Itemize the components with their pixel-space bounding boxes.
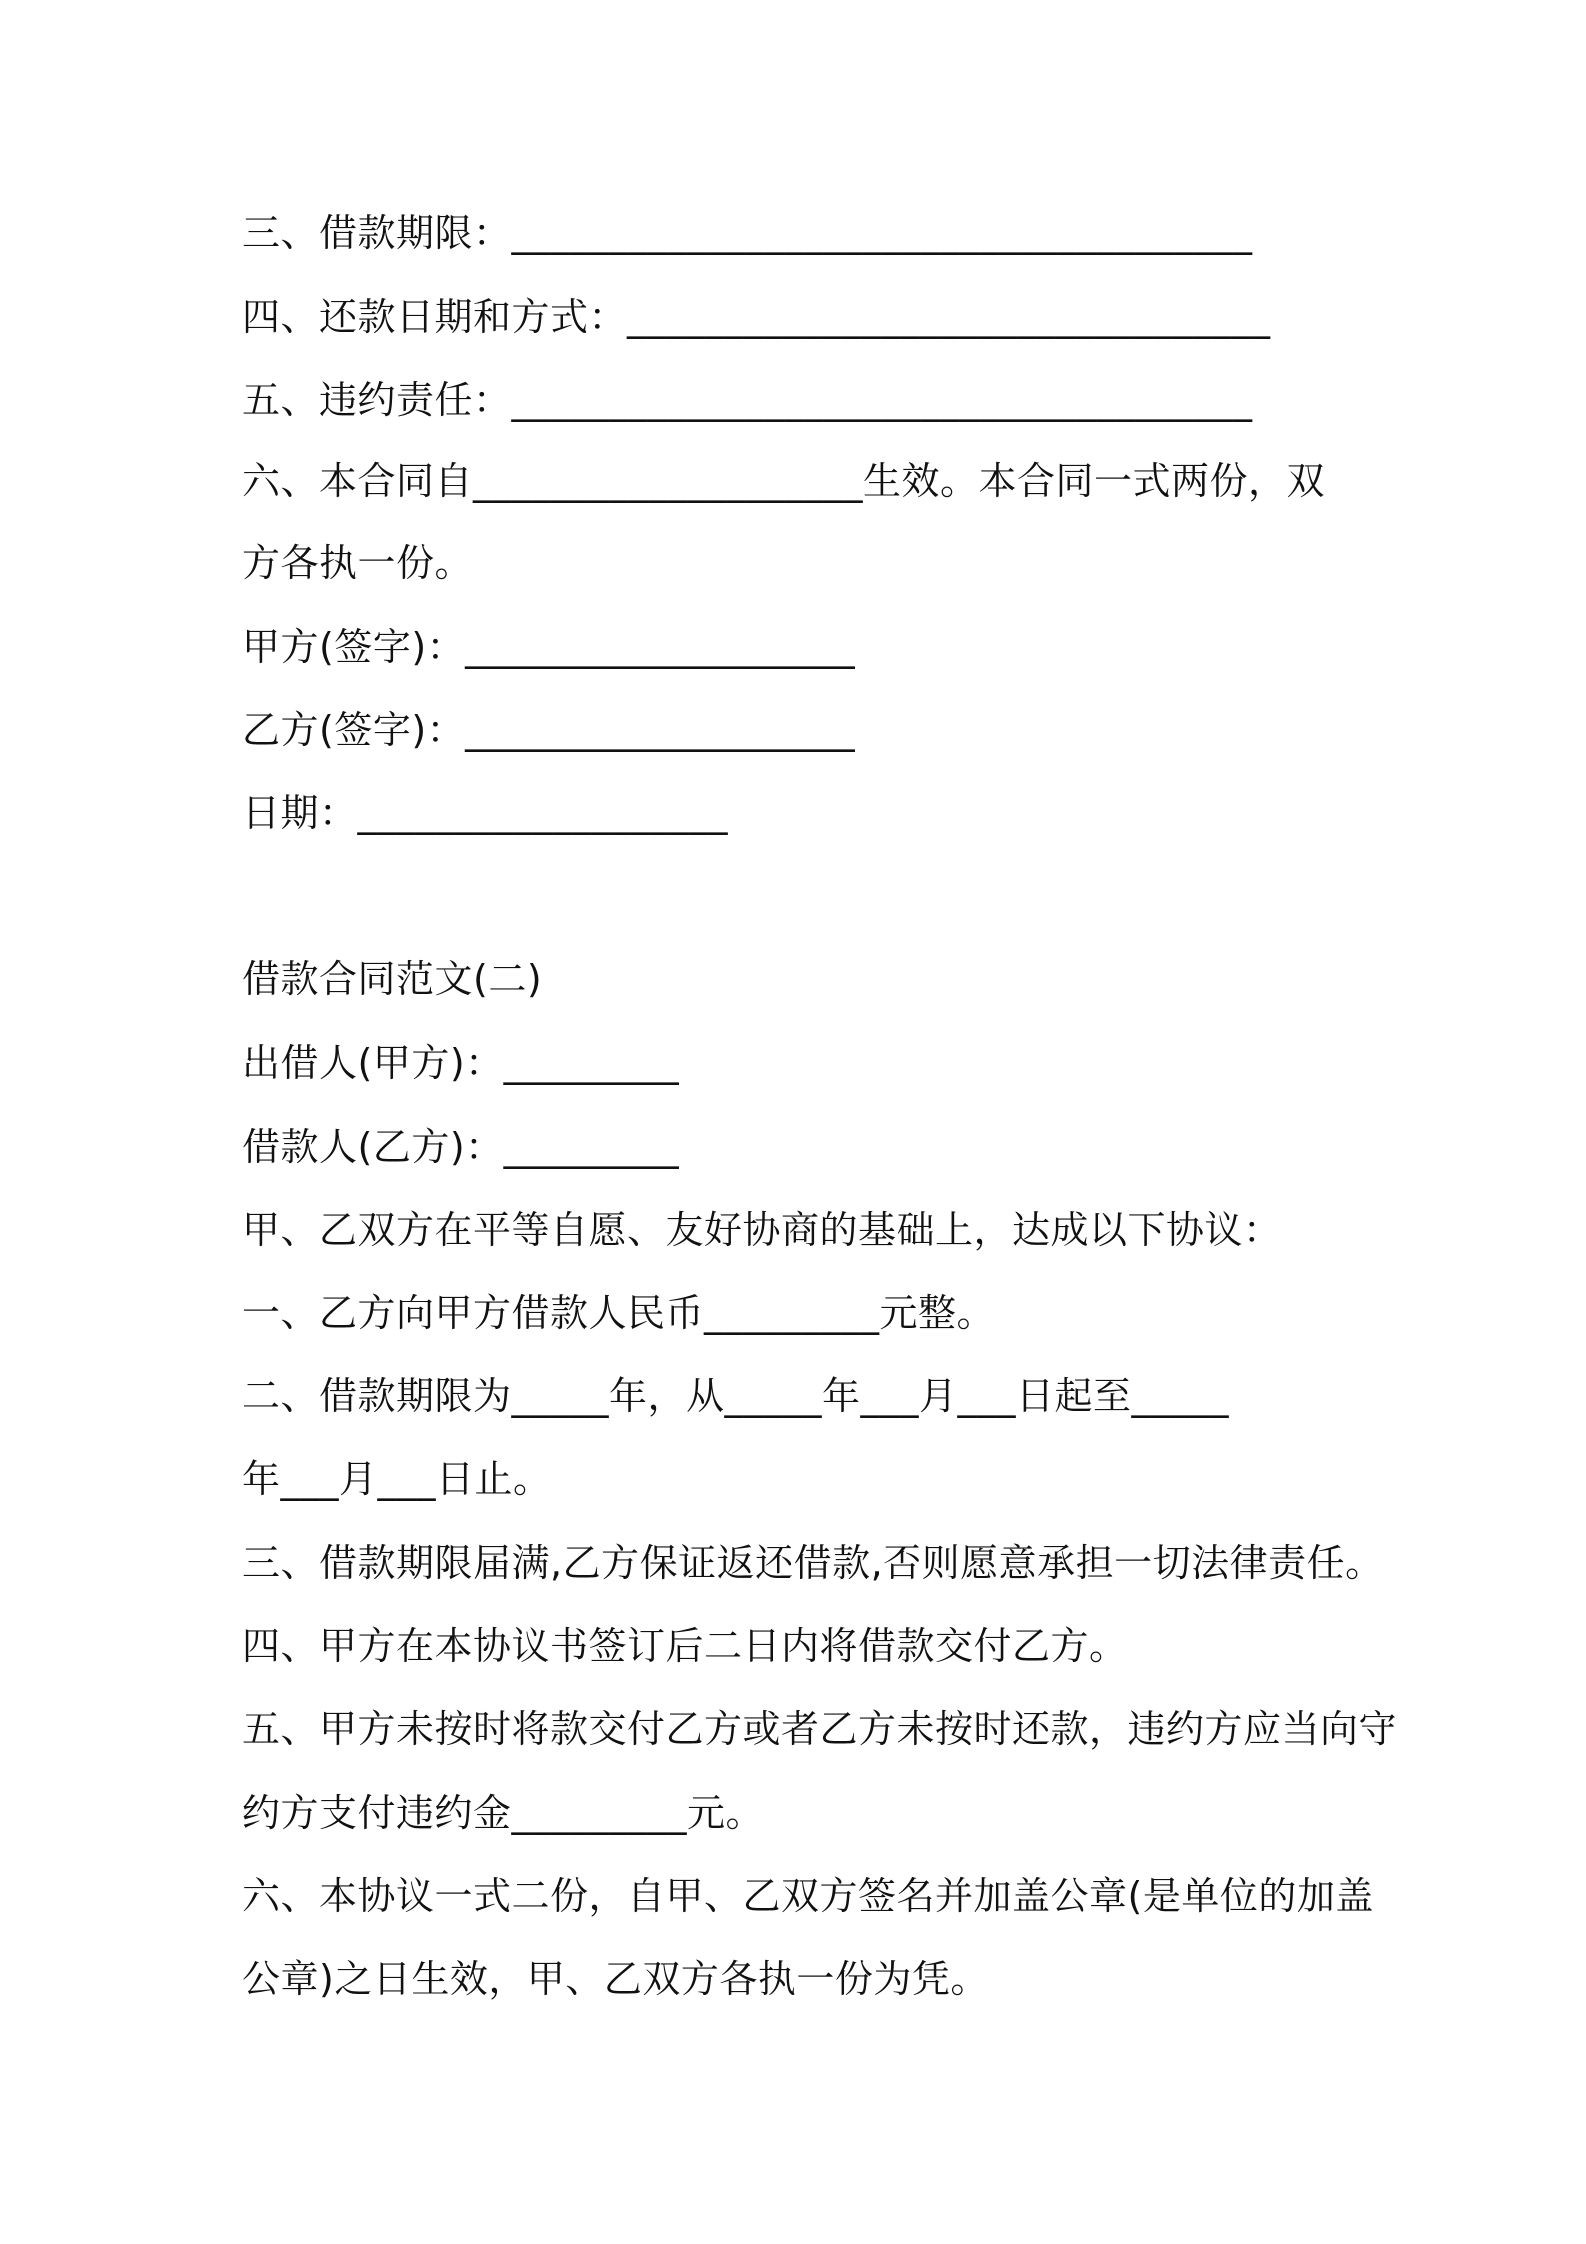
- borrower-line: 借款人(乙方)：_________: [242, 1125, 680, 1169]
- clause-effective-cont: 方各执一份。: [242, 541, 474, 585]
- clause-repayment: 四、还款日期和方式：_________________________________: [242, 295, 1271, 339]
- clause-loan-term: 三、借款期限：______________________________________: [242, 211, 1253, 255]
- clause-6-cont: 公章)之日生效，甲、乙双方各执一份为凭。: [242, 1957, 989, 2001]
- signature-party-a: 甲方(签字)：____________________: [242, 625, 856, 669]
- clause-4: 四、甲方在本协议书签订后二日内将借款交付乙方。: [242, 1624, 1128, 1668]
- clause-2: 二、借款期限为_____年，从_____年___月___日起至_____: [242, 1374, 1230, 1418]
- clause-3: 三、借款期限届满,乙方保证返还借款,否则愿意承担一切法律责任。: [242, 1541, 1384, 1585]
- clause-6: 六、本协议一式二份，自甲、乙双方签名并加盖公章(是单位的加盖: [242, 1874, 1374, 1918]
- section-title: 借款合同范文(二): [242, 957, 543, 1001]
- signature-party-b: 乙方(签字)：____________________: [242, 708, 856, 752]
- clause-effective: 六、本合同自____________________生效。本合同一式两份，双: [242, 459, 1326, 503]
- lender-line: 出借人(甲方)：_________: [242, 1041, 680, 1085]
- agreement-intro: 甲、乙双方在平等自愿、友好协商的基础上，达成以下协议：: [242, 1208, 1282, 1252]
- clause-1: 一、乙方向甲方借款人民币_________元整。: [242, 1291, 996, 1335]
- clause-liability: 五、违约责任：______________________________________: [242, 378, 1253, 422]
- clause-5: 五、甲方未按时将款交付乙方或者乙方未按时还款，违约方应当向守: [242, 1707, 1398, 1751]
- clause-5-cont: 约方支付违约金_________元。: [242, 1791, 765, 1835]
- clause-2-cont: 年___月___日止。: [242, 1457, 552, 1501]
- signature-date: 日期：___________________: [242, 791, 729, 835]
